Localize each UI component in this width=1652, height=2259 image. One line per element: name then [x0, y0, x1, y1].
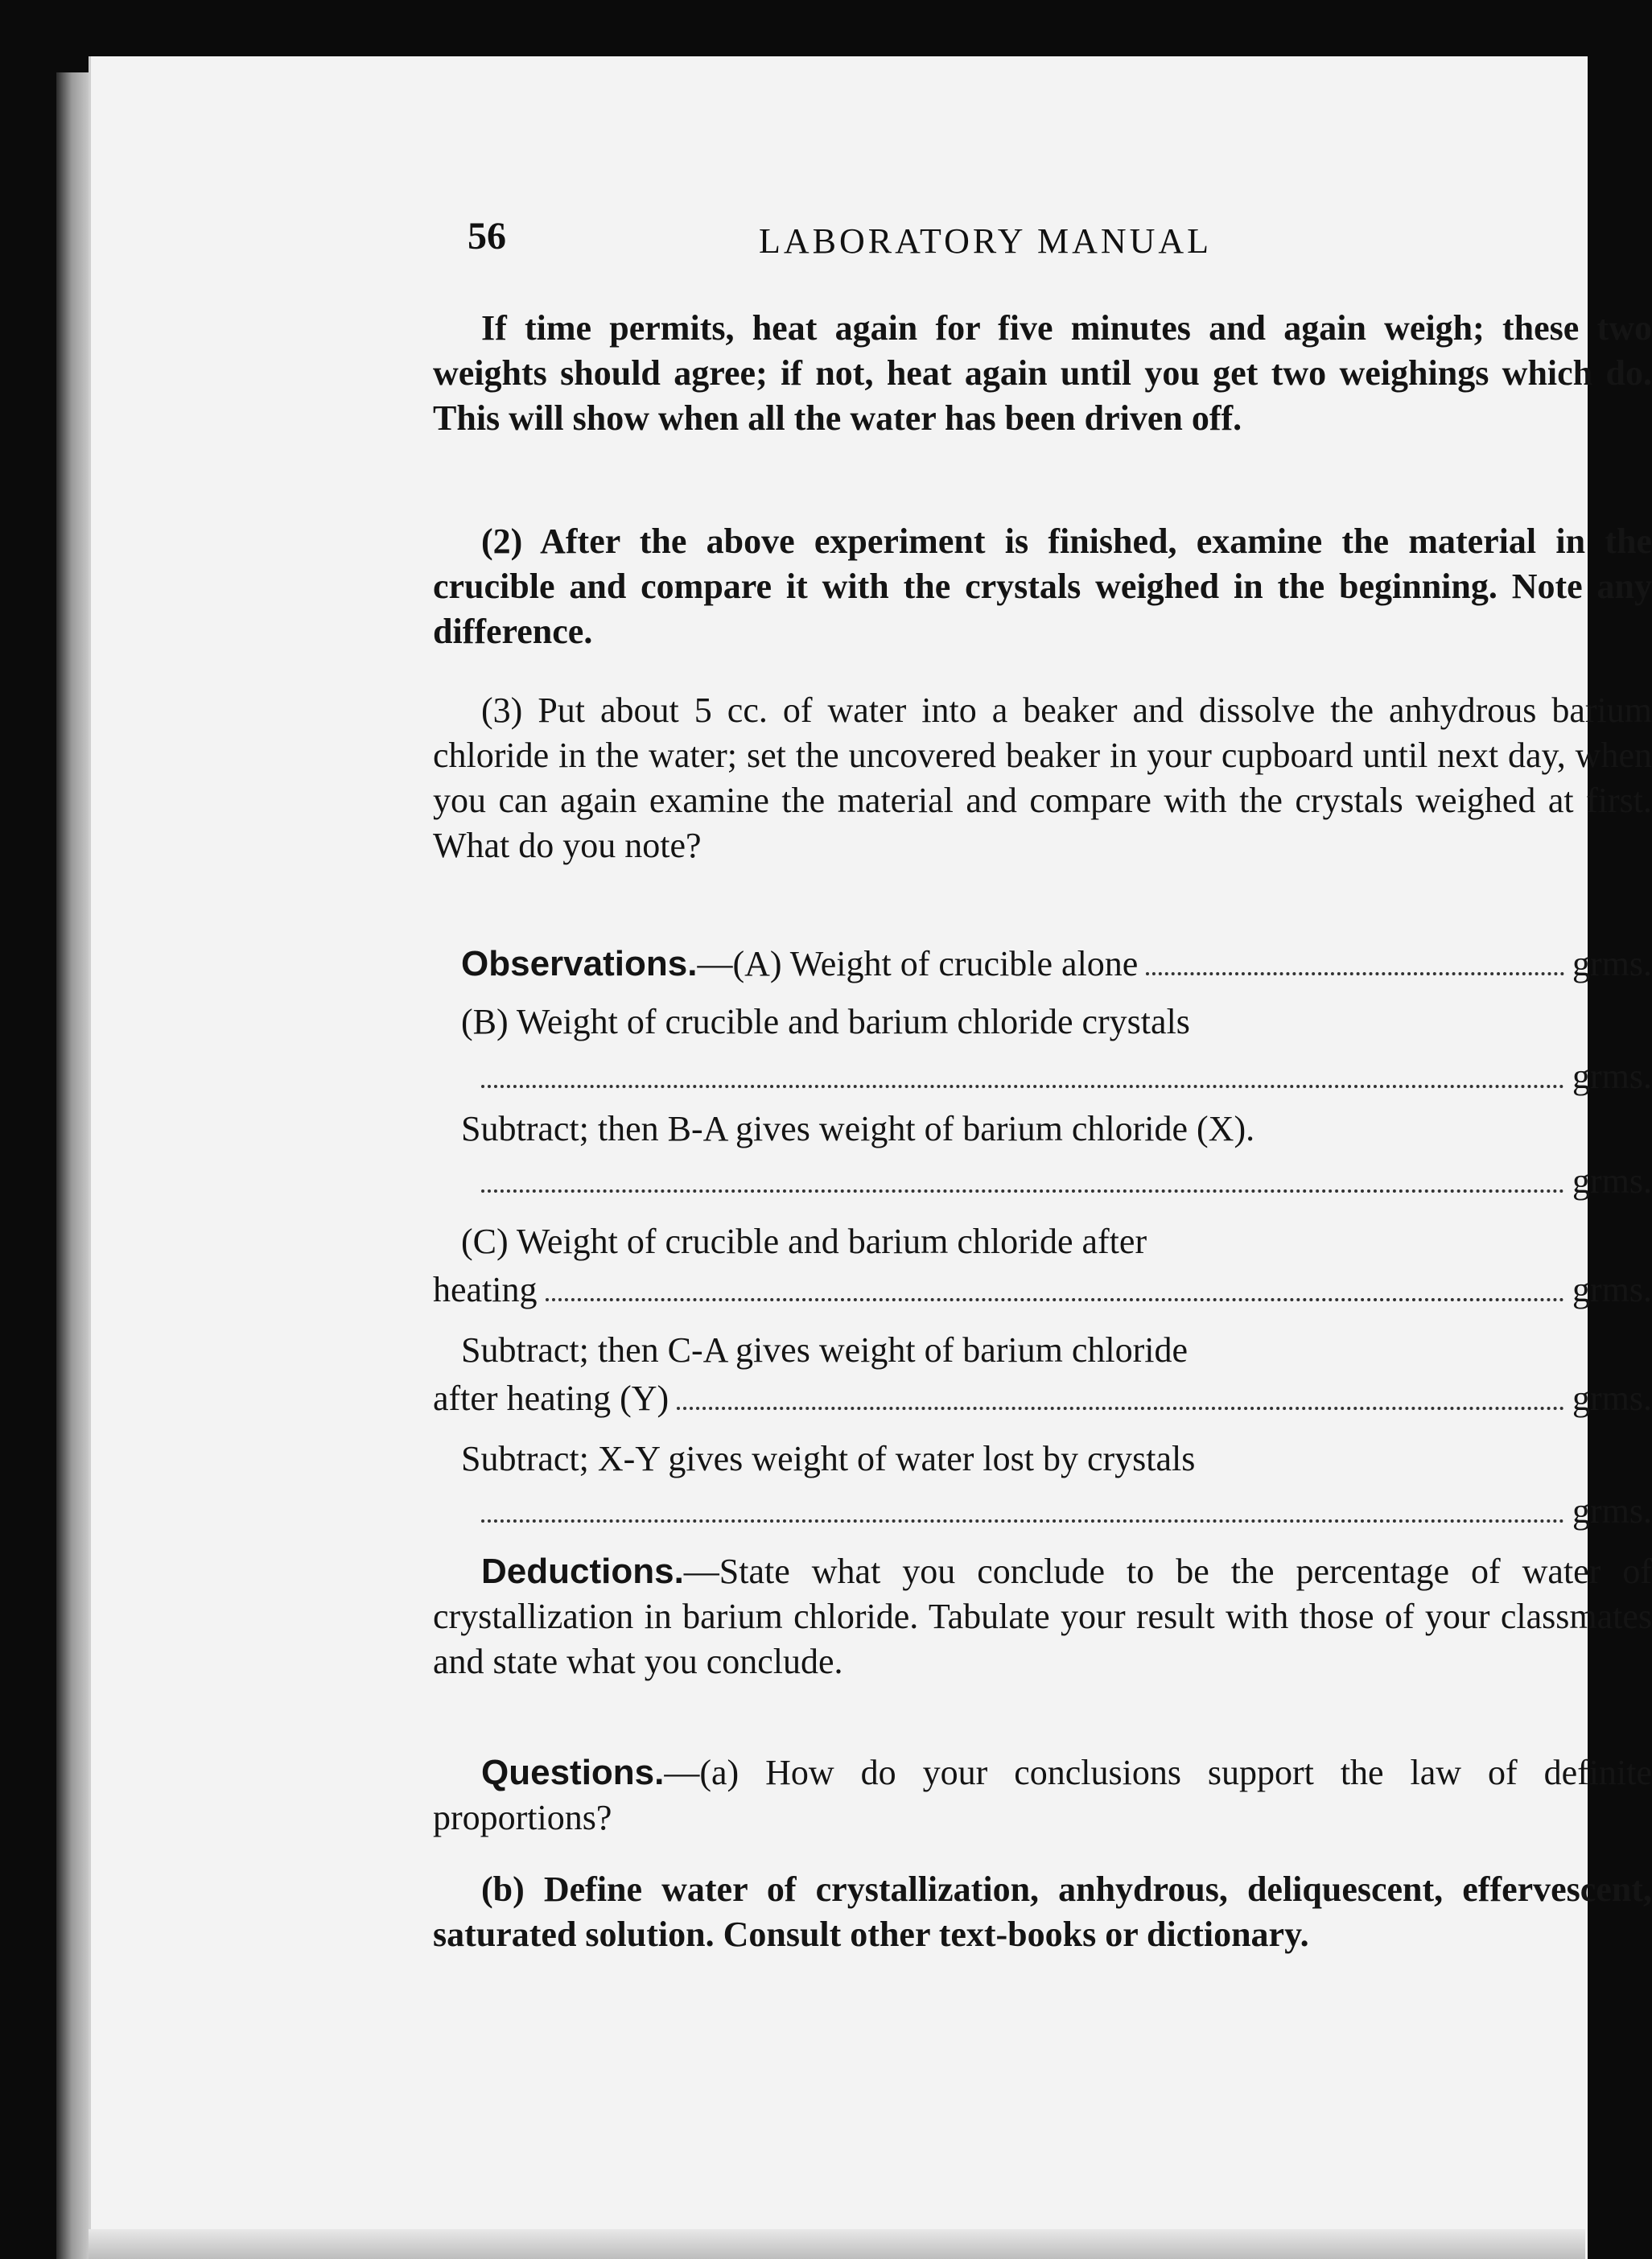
deductions-paragraph: [433, 1549, 1652, 1684]
observation-c-cont: heating: [433, 1270, 538, 1309]
observation-y-cont: after heating (Y): [433, 1379, 669, 1418]
fill-in-dots: [677, 1407, 1564, 1410]
unit-grms: grms.: [1572, 1270, 1652, 1309]
question-b-paragraph: (b) Define water of crystallization, anhydrous, deliquescent, effervescent, saturated solution. Consult other text-books or dictionary.: [433, 1869, 1652, 1954]
deductions-label: Deductions.: [481, 1552, 684, 1591]
observation-b-fill: [433, 1054, 1652, 1099]
running-head: LABORATORY MANUAL: [759, 221, 1213, 261]
paragraph-1: If time permits, heat again for five minutes and again weigh; these two weights should agree; if not, heat again until you get two weighings which do. This will show when all the water has been driven off.: [433, 308, 1652, 438]
questions-label: Questions.: [481, 1753, 665, 1792]
subtract-x-y-text: Subtract; X-Y gives weight of water lost by crystals: [461, 1439, 1196, 1478]
paragraph-3: (3) Put about 5 cc. of water into a beaker and dissolve the anhydrous barium chloride in the water; set the uncovered beaker in your cupboard until next day, when you can again examine the material and compare with the crystals weighed at first. What do you note?: [433, 690, 1652, 865]
observation-c-subtract: [433, 1328, 1652, 1373]
scanned-page: [89, 56, 1652, 2259]
unit-grms: grms.: [1572, 944, 1652, 983]
subtract-b-a-text: Subtract; then B-A gives weight of barium chloride (X).: [461, 1109, 1255, 1148]
fill-in-dots: [546, 1298, 1564, 1301]
question-a-prefix: —(a): [664, 1753, 766, 1792]
observations-label: Observations.: [461, 944, 698, 983]
observation-y-fill: [433, 1376, 1652, 1421]
fill-in-dots: [1146, 972, 1564, 975]
unit-grms: grms.: [1572, 1057, 1652, 1096]
question-a-text: How do your conclusions support the law of definite proportions?: [433, 1753, 1652, 1837]
observation-x-fill: [433, 1159, 1652, 1204]
page-number: 56: [468, 215, 506, 258]
observation-c-line: [433, 1219, 1652, 1264]
observation-a-text: —(A) Weight of crucible alone: [697, 944, 1139, 983]
observation-b-line: [433, 1000, 1652, 1045]
unit-grms: grms.: [1572, 1161, 1652, 1201]
observation-b-text: (B) Weight of crucible and barium chloride crystals: [461, 1002, 1190, 1041]
observation-c-fill: [433, 1268, 1652, 1313]
paragraph-2: (2) After the above experiment is finished, examine the material in the crucible and compare it with the crystals weighed in the beginning. Note any difference.: [433, 521, 1652, 651]
fill-in-dots: [481, 1519, 1564, 1523]
deductions-text: —State what you conclude to be the percentage of water of crystallization in barium chloride. Tabulate your result with those of your classmates and state what you conclude.: [433, 1552, 1652, 1681]
page-bottom-edge: [89, 2229, 1585, 2259]
page-header: [91, 214, 1588, 270]
observation-c-text: (C) Weight of crucible and barium chloride after: [461, 1222, 1147, 1261]
unit-grms: grms.: [1572, 1491, 1652, 1531]
subtract-c-a-text: Subtract; then C-A gives weight of barium chloride: [461, 1330, 1189, 1370]
question-a-paragraph: [433, 1750, 1652, 1841]
observation-b-subtract: [433, 1107, 1652, 1152]
observation-water-fill: [433, 1489, 1652, 1534]
fill-in-dots: [481, 1189, 1564, 1193]
fill-in-dots: [481, 1085, 1564, 1088]
unit-grms: grms.: [1572, 1379, 1652, 1418]
observation-a-line: [433, 942, 1652, 987]
observation-xy-subtract: [433, 1437, 1652, 1482]
